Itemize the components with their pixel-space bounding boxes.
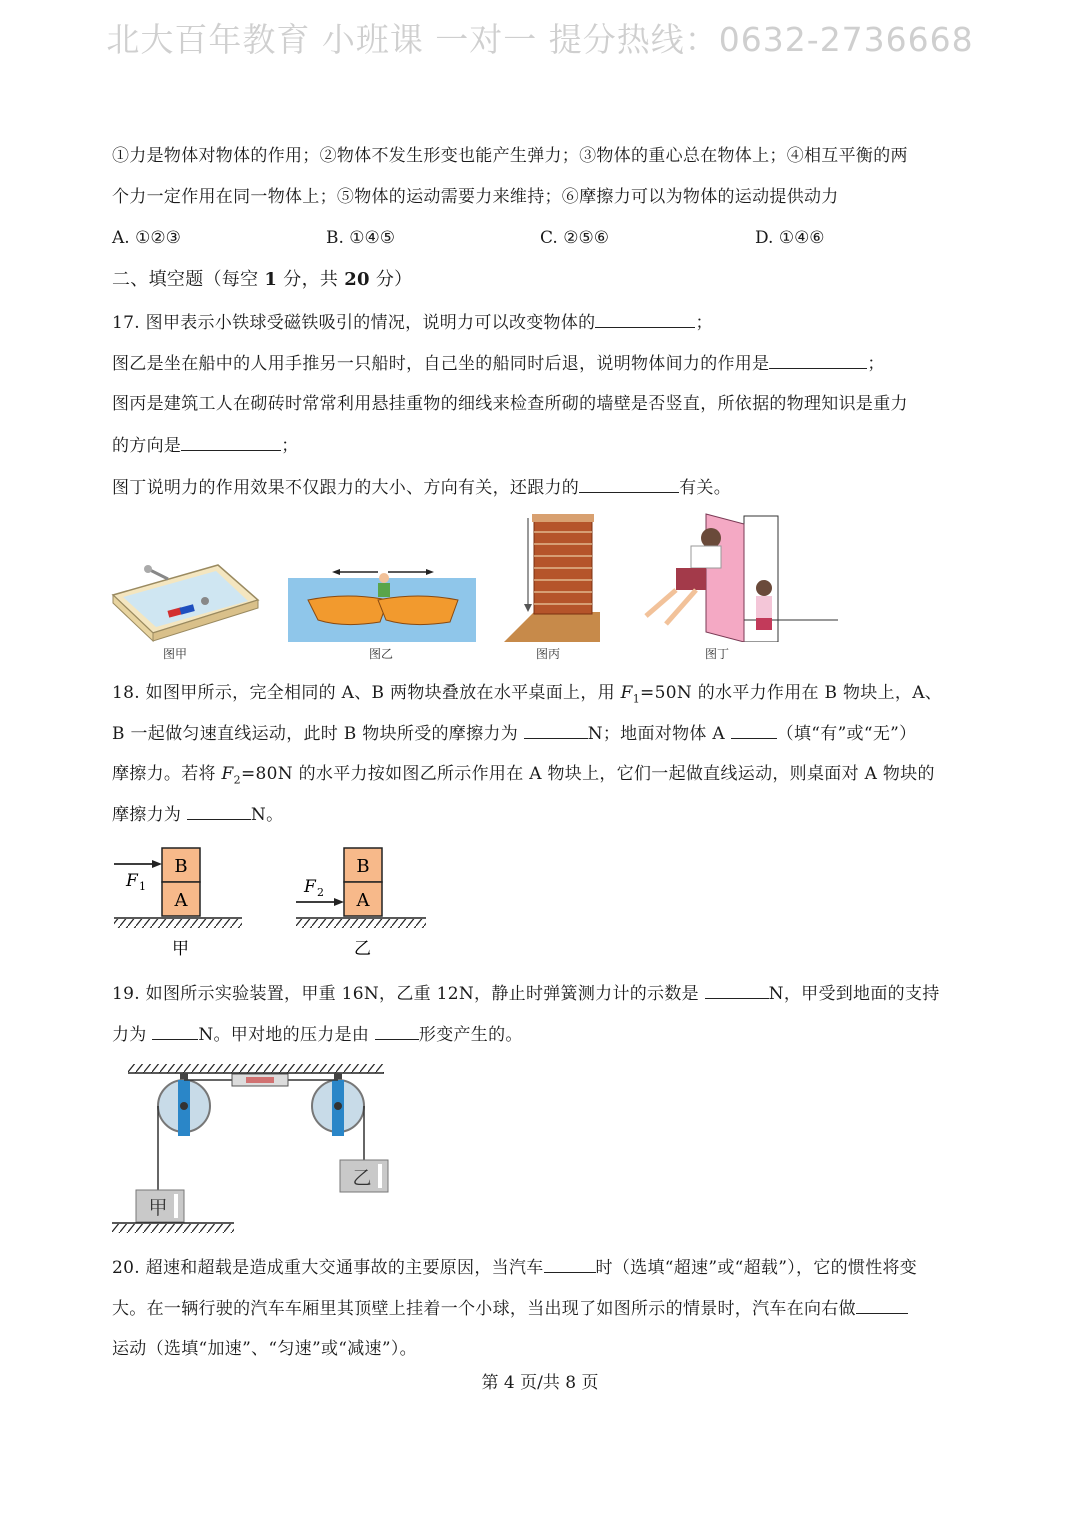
q19-line-1: 19. 如图所示实验装置，甲重 16N，乙重 12N，静止时弹簧测力计的示数是 N，甲受到地面的支持 xyxy=(112,981,940,1006)
caption-block-yi: 乙 xyxy=(354,939,371,959)
q17-line-1: 17. 图甲表示小铁球受磁铁吸引的情况，说明力可以改变物体的 ； xyxy=(112,310,713,335)
q16-option-d: D. ①④⑥ xyxy=(755,228,825,248)
answer-blank[interactable] xyxy=(524,721,588,739)
figure-magnet-ball xyxy=(108,555,264,645)
q18-line-1: 18. 如图甲所示，完全相同的 A、B 两物块叠放在水平桌面上，用 $F_1=50N$ 的水平力作用在 B 物块上，A、 xyxy=(112,683,943,706)
q19-line-2: 力为 N。甲对地的压力是由 形变产生的。 xyxy=(112,1022,523,1047)
f1-label: F xyxy=(126,871,138,891)
label-b-yi: B xyxy=(356,856,370,877)
q18-line-4: 摩擦力为 N。 xyxy=(112,802,283,827)
q16-option-a: A. ①②③ xyxy=(112,228,181,248)
answer-blank[interactable] xyxy=(579,475,679,493)
q20-line-2: 大。在一辆行驶的汽车车厢里其顶壁上挂着一个小球，当出现了如图所示的情景时，汽车在向右做 xyxy=(112,1296,908,1321)
caption-yi: 图乙 xyxy=(368,647,393,661)
figure-blocks xyxy=(112,846,432,962)
section-heading: 二、填空题（每空 1 分，共 20 分） xyxy=(112,269,413,290)
label-b-jia: B xyxy=(174,856,188,877)
caption-jia: 图甲 xyxy=(162,647,187,661)
answer-blank[interactable] xyxy=(375,1022,419,1040)
figure-brick-wall xyxy=(504,512,600,642)
answer-blank[interactable] xyxy=(181,433,281,451)
answer-blank[interactable] xyxy=(856,1296,908,1314)
f1-subscript: 1 xyxy=(139,880,146,893)
q16-option-c: C. ②⑤⑥ xyxy=(540,228,609,248)
watermark: 北大百年教育 小班课 一对一 提分热线：0632-2736668 xyxy=(106,20,974,59)
f2-subscript: 2 xyxy=(317,886,324,899)
q18-line-3: 摩擦力。若将 $F_2=80N$ 的水平力按如图乙所示作用在 A 物块上，它们一起做直线运动，则桌面对 A 物块的 xyxy=(112,764,935,787)
page-number: 第 4 页/共 8 页 xyxy=(481,1373,599,1393)
q17-line-3: 图丙是建筑工人在砌砖时常常利用悬挂重物的细线来检查所砌的墙壁是否竖直，所依据的物理知识是重力 xyxy=(112,394,908,414)
q17-line-2: 图乙是坐在船中的人用手推另一只船时，自己坐的船同时后退，说明物体间力的作用是 ； xyxy=(112,351,885,376)
answer-blank[interactable] xyxy=(595,310,695,328)
caption-block-jia: 甲 xyxy=(172,939,189,959)
answer-blank[interactable] xyxy=(152,1022,198,1040)
figure-door-push xyxy=(636,512,838,642)
q16-line-2: 个力一定作用在同一物体上；⑤物体的运动需要力来维持；⑥摩擦力可以为物体的运动提供动力 xyxy=(112,187,839,207)
answer-blank[interactable] xyxy=(187,802,251,820)
q20-line-1: 20. 超速和超载是造成重大交通事故的主要原因，当汽车 时（选填“超速”或“超载”），它的惯性将变 xyxy=(112,1255,917,1280)
answer-blank[interactable] xyxy=(769,351,867,369)
label-jia: 甲 xyxy=(148,1197,168,1219)
label-a-jia: A xyxy=(174,890,188,911)
answer-blank[interactable] xyxy=(731,721,777,739)
f2-label: F xyxy=(304,877,316,897)
caption-ding: 图丁 xyxy=(704,647,729,661)
figure-boats xyxy=(288,560,476,642)
label-yi: 乙 xyxy=(352,1167,372,1189)
q17-line-5: 图丁说明力的作用效果不仅跟力的大小、方向有关，还跟力的 有关。 xyxy=(112,475,731,500)
q20-line-3: 运动（选填“加速”、“匀速”或“减速”）。 xyxy=(112,1339,417,1359)
q17-line-4: 的方向是 ； xyxy=(112,433,299,458)
answer-blank[interactable] xyxy=(705,981,769,999)
q16-line-1: ①力是物体对物体的作用；②物体不发生形变也能产生弹力；③物体的重心总在物体上；④相互平衡的两 xyxy=(112,146,908,166)
caption-bing: 图丙 xyxy=(535,647,560,661)
figure-pulley-system xyxy=(112,1062,392,1234)
q16-option-b: B. ①④⑤ xyxy=(326,228,396,248)
answer-blank[interactable] xyxy=(544,1255,596,1273)
label-a-yi: A xyxy=(356,890,370,911)
q18-line-2: B 一起做匀速直线运动，此时 B 物块所受的摩擦力为 N；地面对物体 A （填“有”或“无”） xyxy=(112,721,916,746)
